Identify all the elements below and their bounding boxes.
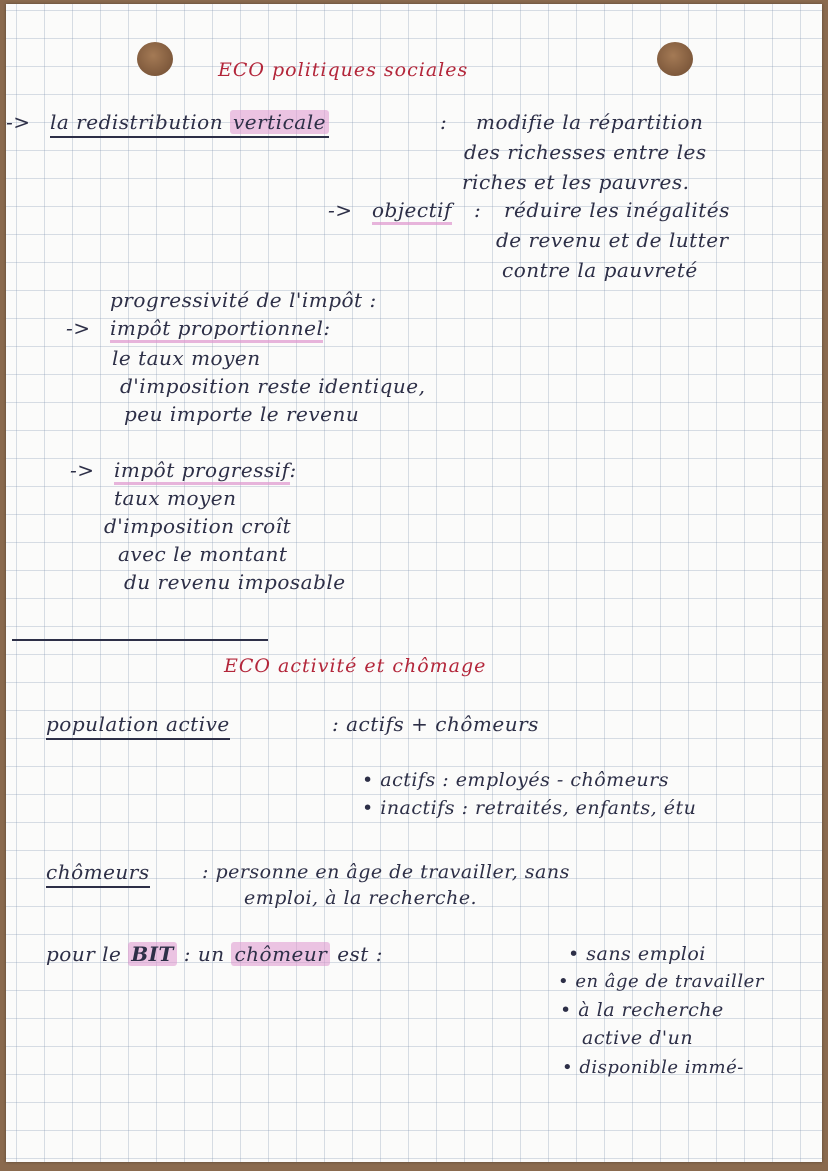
progressive-title-text: impôt progressif [114, 458, 290, 485]
proportional-title-text: impôt proportionnel [110, 316, 323, 343]
term-population-active [46, 712, 230, 736]
objective-line-1: réduire les inégalités [504, 198, 730, 222]
objective-line-2: de revenu et de lutter [496, 228, 729, 252]
proportional-line-3: peu importe le revenu [124, 402, 360, 426]
bit-criterion-1: • sans emploi [568, 943, 706, 965]
objective-label-text: objectif [372, 198, 452, 225]
objective-line-3: contre la pauvreté [502, 258, 698, 282]
bit-end: est : [337, 942, 383, 966]
proportional-line-2: d'imposition reste identique, [120, 374, 426, 398]
population-active-def: : actifs + chômeurs [332, 712, 539, 736]
bit-prefix: pour le [46, 942, 122, 966]
term-redistribution [50, 110, 329, 134]
term-chomeurs-text: chômeurs [46, 860, 150, 888]
bit-term: chômeur [231, 942, 330, 966]
section-title-activite-chomage: ECO activité et chômage [224, 655, 487, 677]
bit-criterion-3-cont: active d'un [582, 1027, 694, 1049]
proportional-colon: : [323, 316, 331, 340]
bullet-actifs: • actifs : employés - chômeurs [362, 769, 670, 791]
progressive-colon: : [289, 458, 297, 482]
progressive-arrow: -> [70, 458, 95, 482]
notebook-page [6, 4, 822, 1162]
objective-colon: : [474, 198, 482, 222]
def-line-2: des richesses entre les [464, 140, 707, 164]
term-part-a: la redistribution [50, 110, 224, 134]
bit-criterion-4: • disponible immé- [562, 1057, 744, 1078]
term-population-active-text: population active [46, 712, 230, 740]
section-divider [12, 639, 268, 641]
term-chomeurs [46, 860, 150, 884]
proportional-line-1: le taux moyen [112, 346, 261, 370]
arrow-marker: -> [6, 110, 31, 134]
def-line-3: riches et les pauvres. [462, 170, 690, 194]
def-colon: : [440, 110, 448, 134]
bit-mid: : un [183, 942, 225, 966]
chomeurs-def-line-2: emploi, à la recherche. [244, 887, 478, 909]
term-part-b-highlight: verticale [230, 110, 329, 134]
bit-definition [46, 942, 383, 966]
chomeurs-def-line-1: : personne en âge de travailler, sans [202, 861, 570, 883]
bit-acronym: BIT [128, 942, 177, 966]
progressive-title [114, 458, 297, 482]
def-line-1: modifie la répartition [476, 110, 704, 134]
objective-label [372, 198, 452, 222]
progressive-line-2: d'imposition croît [104, 514, 292, 538]
progressive-line-1: taux moyen [114, 486, 237, 510]
proportional-title [110, 316, 331, 340]
binder-hole-left [137, 42, 173, 76]
progressive-line-4: du revenu imposable [124, 570, 346, 594]
proportional-arrow: -> [66, 316, 91, 340]
progressive-line-3: avec le montant [118, 542, 288, 566]
bit-criterion-2: • en âge de travailler [558, 971, 764, 992]
objective-arrow: -> [328, 198, 353, 222]
bullet-inactifs: • inactifs : retraités, enfants, étu [362, 797, 697, 819]
progressivity-heading: progressivité de l'impôt : [110, 288, 377, 312]
bit-criterion-3: • à la recherche [560, 999, 724, 1021]
section-title-politiques-sociales: ECO politiques sociales [218, 59, 469, 81]
binder-hole-right [657, 42, 693, 76]
